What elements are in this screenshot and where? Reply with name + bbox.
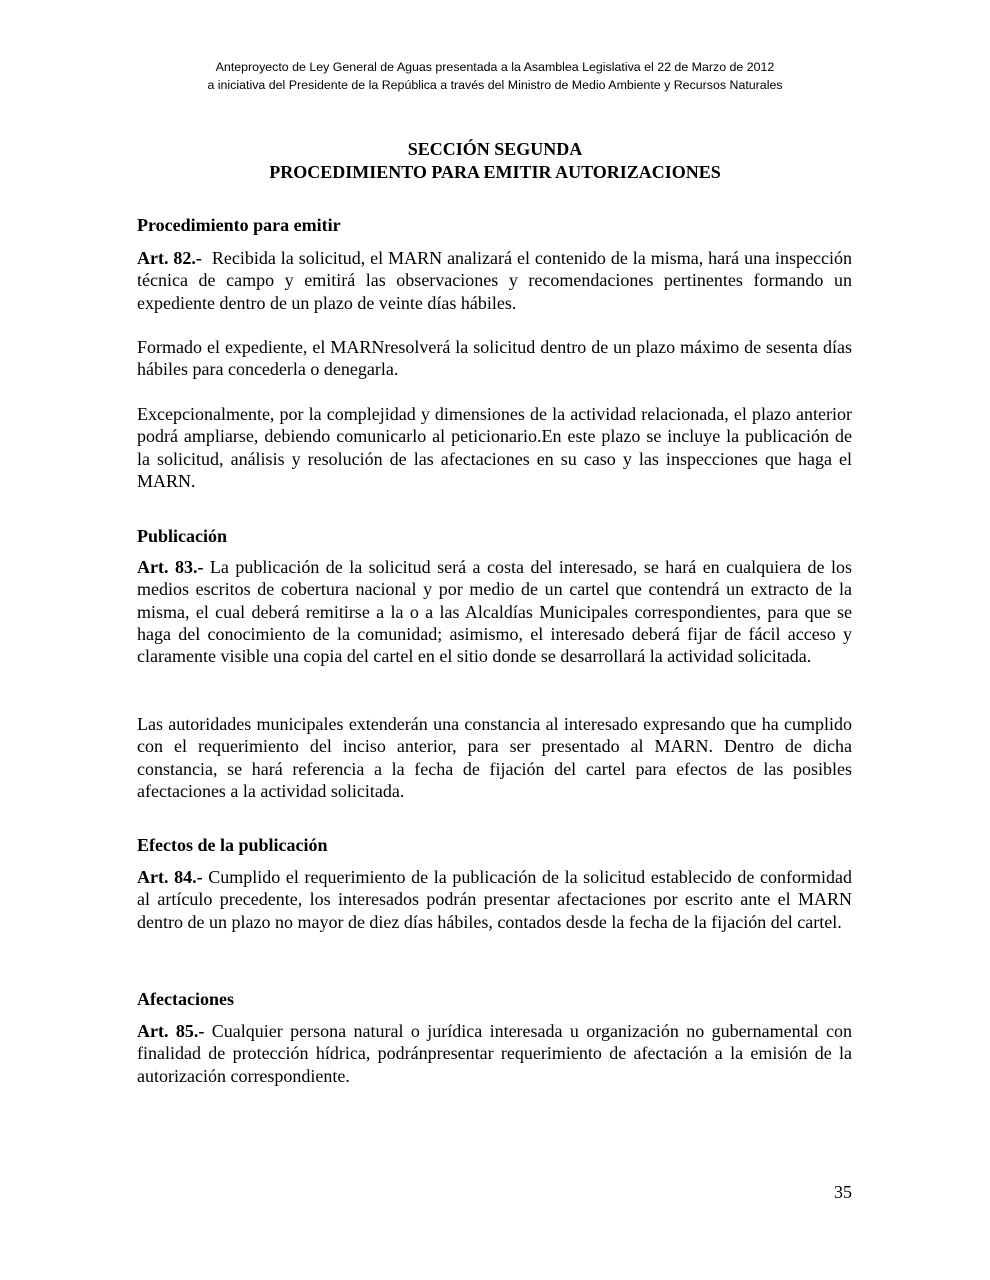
- article-82-paragraph-1: [137, 247, 852, 314]
- article-82-paragraph-2: Formado el expediente, el MARNresolverá la solicitud dentro de un plazo máximo de sesenta días hábiles para concederla o denegarla.: [137, 337, 852, 380]
- article-84-paragraph-1: [137, 866, 852, 933]
- heading-efectos: Efectos de la publicación: [137, 835, 328, 855]
- section-subtitle: PROCEDIMIENTO PARA EMITIR AUTORIZACIONES: [269, 162, 721, 182]
- section-titles: [0, 138, 990, 184]
- article-84: [137, 866, 852, 933]
- article-85-paragraph-1: [137, 1020, 852, 1087]
- header-line-2: a iniciativa del Presidente de la República a través del Ministro de Medio Ambiente y Recursos Naturales: [207, 78, 783, 92]
- section-title: SECCIÓN SEGUNDA: [407, 139, 583, 159]
- article-text: Cumplido el requerimiento de la publicación de la solicitud establecido de conformidad al artículo precedente, los interesados podrán presentar afectaciones por escrito ante el MARN dentro de un plazo no mayor de diez días hábiles, contados desde la fecha de la fijación del cartel.: [137, 867, 853, 932]
- article-number: Art. 82.-: [137, 248, 202, 268]
- article-82: [137, 247, 852, 314]
- heading-afectaciones: Afectaciones: [137, 989, 234, 1009]
- article-number: Art. 84.-: [137, 867, 203, 887]
- article-82-paragraph-3-block: [137, 403, 852, 492]
- header-line-1: Anteproyecto de Ley General de Aguas presentada a la Asamblea Legislativa el 22 de Marzo de 2012: [215, 60, 775, 74]
- article-number: Art. 83.-: [137, 557, 204, 577]
- running-header: [0, 58, 990, 94]
- heading-publicacion: Publicación: [137, 526, 228, 546]
- page-number: 35: [834, 1182, 852, 1202]
- article-82-paragraph-3: Excepcionalmente, por la complejidad y dimensiones de la actividad relacionada, el plazo anterior podrá ampliarse, debiendo comunicarlo al peticionario.En este plazo se incluye la publicación de la solicitud, análisis y resolución de las afectaciones en su caso y las inspecciones que haga el MARN.: [137, 404, 852, 491]
- article-82-paragraph-2-block: [137, 336, 852, 381]
- article-text: La publicación de la solicitud será a costa del interesado, se hará en cualquiera de los medios escritos de cobertura nacional y por medio de un cartel que contendrá un extracto de la misma, el cual deberá remitirse a la o a las Alcaldías Municipales correspondientes, para que se haga del conocimiento de la comunidad; asimismo, el interesado deberá fijar de fácil acceso y claramente visible una copia del cartel en el sitio donde se desarrollará la actividad solicitada.: [137, 557, 853, 667]
- article-text: Cualquier persona natural o jurídica interesada u organización no gubernamental con finalidad de protección hídrica, podránpresentar requerimiento de afectación a la emisión de la autorización correspondiente.: [137, 1021, 853, 1086]
- article-83-paragraph-2: Las autoridades municipales extenderán una constancia al interesado expresando que ha cumplido con el requerimiento del inciso anterior, para ser presentado al MARN. Dentro de dicha constancia, se hará referencia a la fecha de fijación del cartel para efectos de las posibles afectaciones a la actividad solicitada.: [137, 714, 852, 801]
- article-83-paragraph-1: [137, 556, 852, 667]
- article-85: [137, 1020, 852, 1087]
- article-83: [137, 556, 852, 667]
- heading-procedimiento: Procedimiento para emitir: [137, 215, 341, 235]
- article-83-paragraph-2-block: [137, 713, 852, 802]
- article-text: Recibida la solicitud, el MARN analizará el contenido de la misma, hará una inspección técnica de campo y emitirá las observaciones y recomendaciones pertinentes formando un expediente dentro de un plazo de veinte días hábiles.: [137, 248, 852, 313]
- article-number: Art. 85.-: [137, 1021, 205, 1041]
